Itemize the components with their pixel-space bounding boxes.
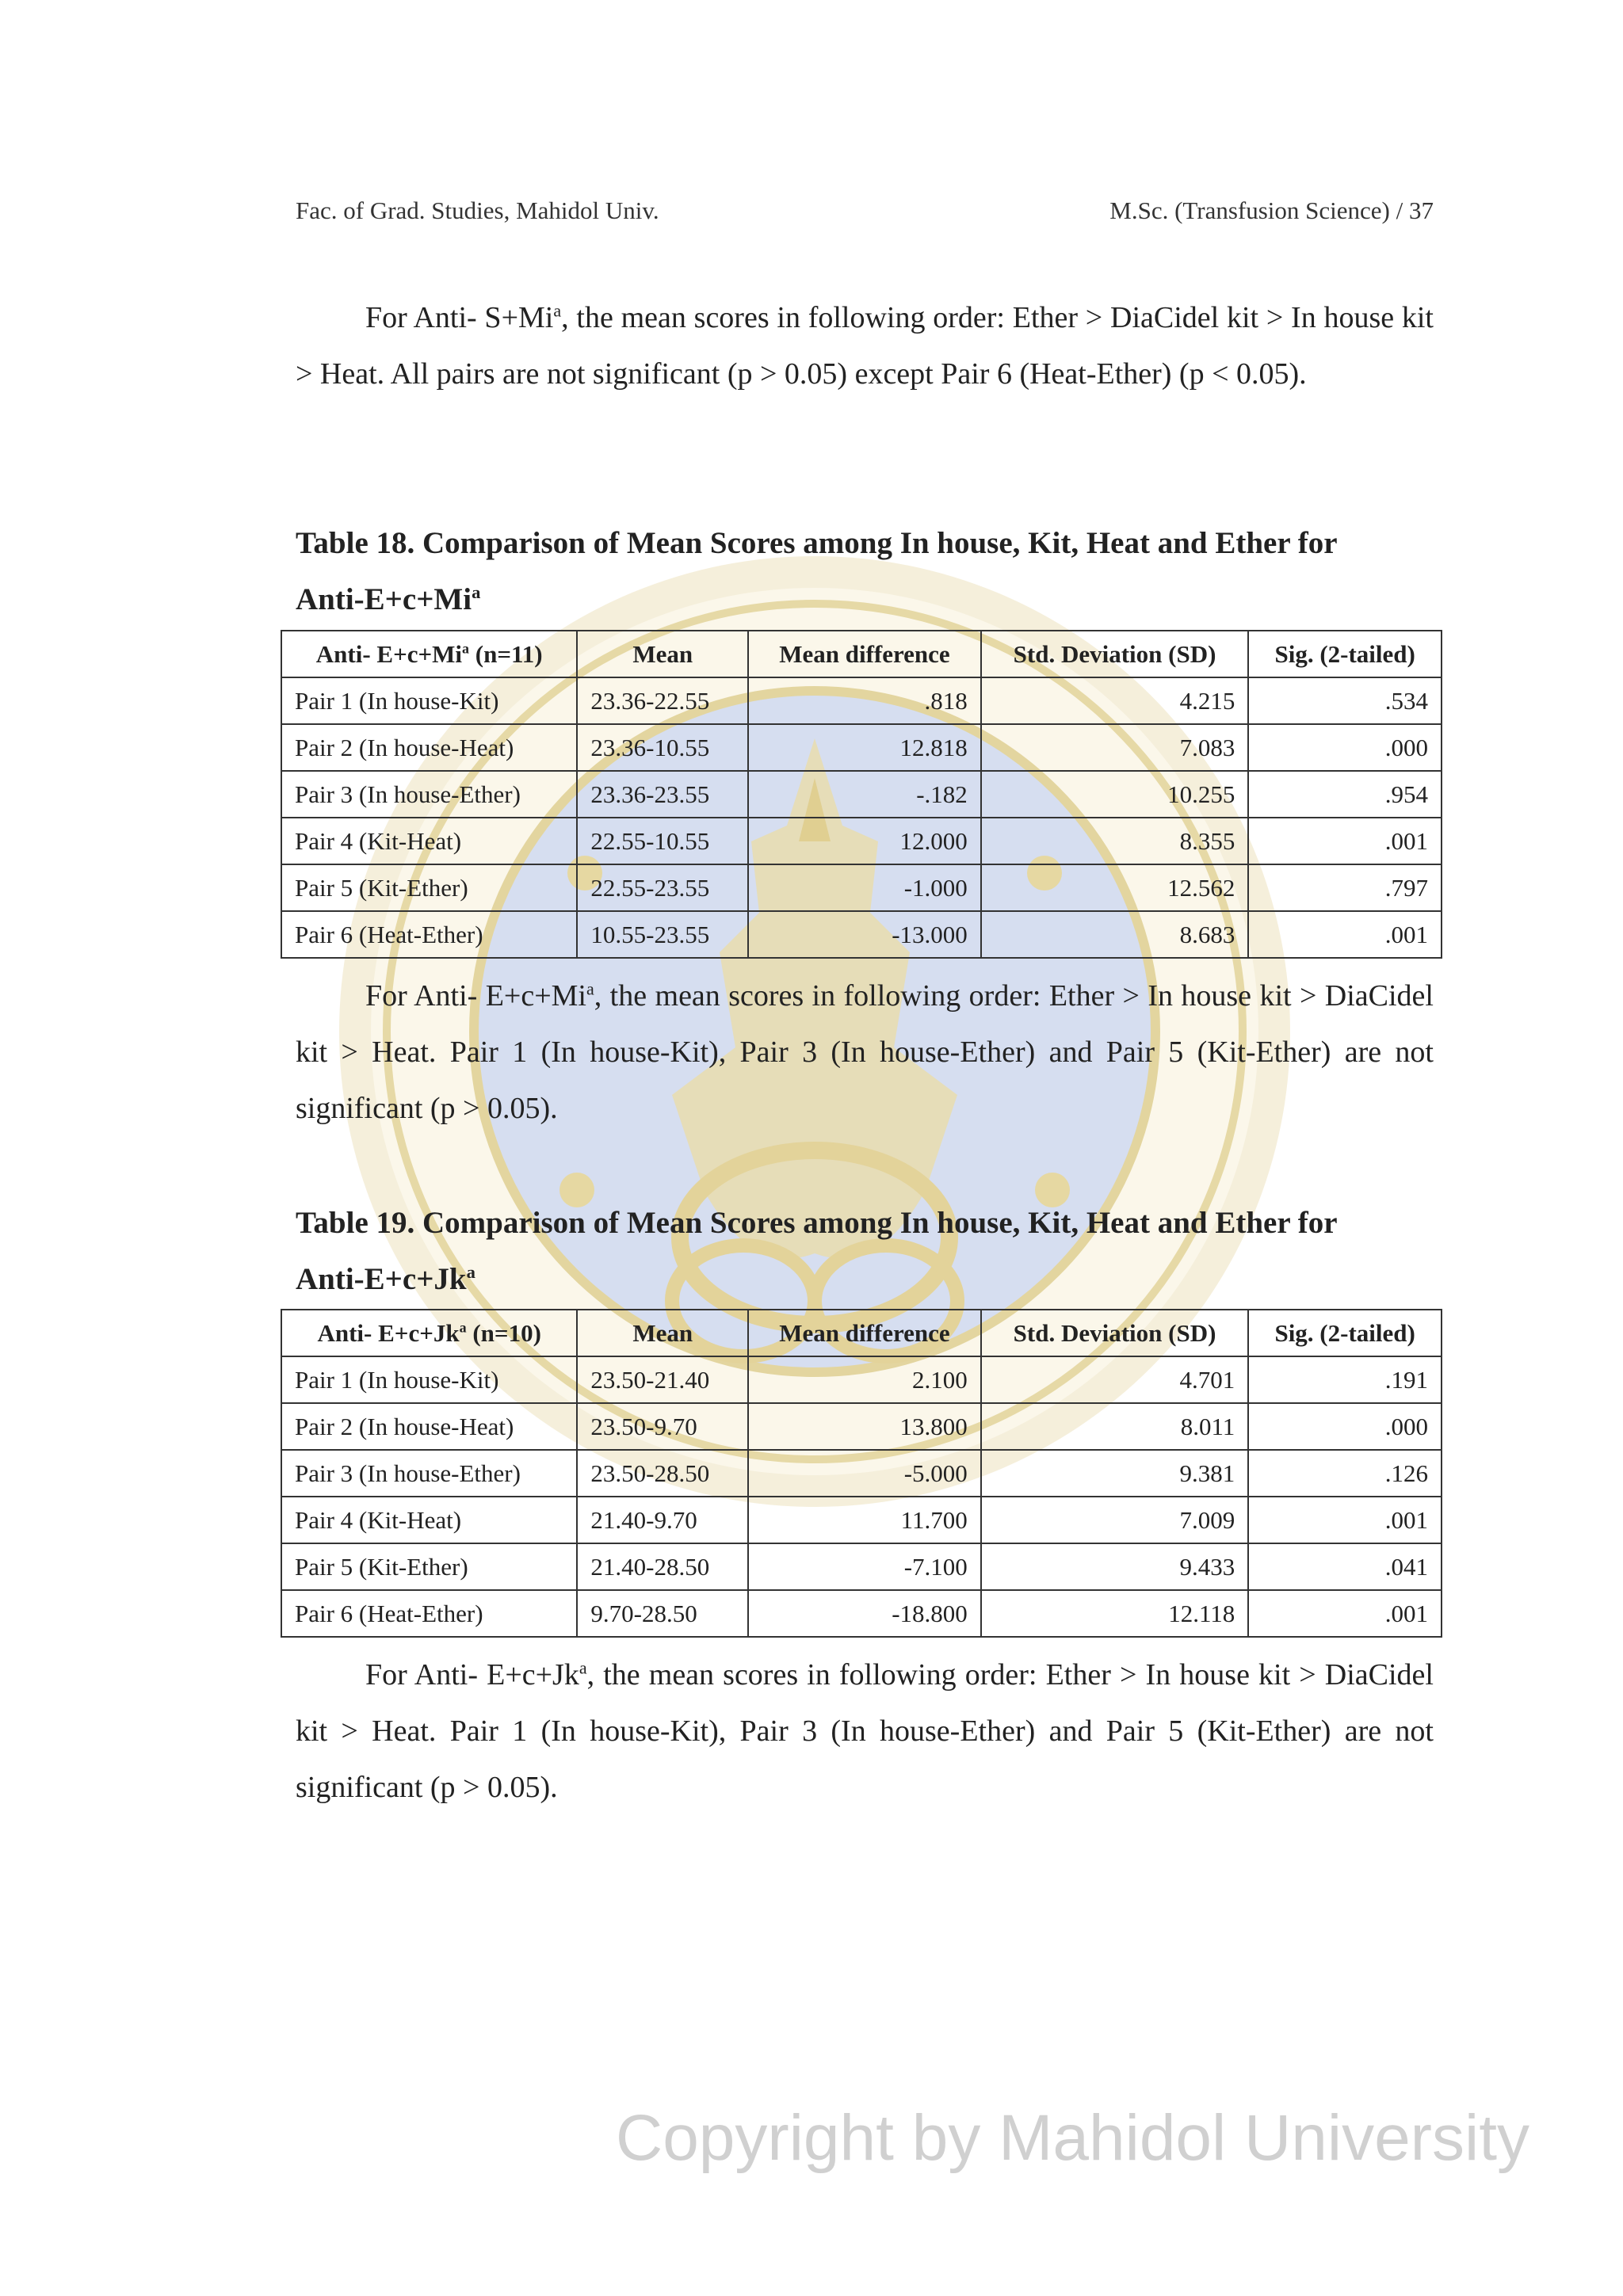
mean-cell: 23.36-22.55 [577, 677, 748, 724]
paragraph-anti-e-c-jk: For Anti- $E+c+Jk^a$, the mean scores in following order: Ether > In house kit > DiaCidel kit > Heat. Pair 1 (In house-Kit), Pair 3 (In house-Ether) and Pair 5 (Kit-Ether) are not significant (p > 0.05). [296, 1657, 1434, 1804]
column-header: Sig. (2-tailed) [1248, 1310, 1442, 1356]
std-deviation-cell: 9.381 [981, 1450, 1249, 1497]
std-deviation-cell: 12.118 [981, 1590, 1249, 1637]
table-19-caption: Table 19. Comparison of Mean Scores among In house, Kit, Heat and Ether for Anti-$E+c+Jk^a$ [296, 1206, 1338, 1296]
std-deviation-cell: 8.011 [981, 1403, 1249, 1450]
running-head-right: M.Sc. (Transfusion Science) / 37 [1109, 196, 1434, 224]
mean-difference-cell: 2.100 [748, 1356, 981, 1403]
table-row [281, 818, 1442, 864]
mean-difference-cell: .818 [748, 677, 981, 724]
significance-cell: .954 [1248, 771, 1442, 818]
table-row [281, 677, 1442, 724]
table-row [281, 1403, 1442, 1450]
significance-cell: .001 [1248, 818, 1442, 864]
pair-label: Pair 6 (Heat-Ether) [281, 911, 577, 958]
table-19 [281, 1309, 1442, 1638]
pair-label: Pair 6 (Heat-Ether) [281, 1590, 577, 1637]
column-header: Std. Deviation (SD) [981, 1310, 1249, 1356]
pair-label: Pair 4 (Kit-Heat) [281, 818, 577, 864]
significance-cell: .126 [1248, 1450, 1442, 1497]
mean-difference-cell: -.182 [748, 771, 981, 818]
std-deviation-cell: 12.562 [981, 864, 1249, 911]
copyright-watermark: Copyright by Mahidol University [615, 2102, 1529, 2174]
mean-difference-cell: -18.800 [748, 1590, 981, 1637]
column-header: Mean difference [748, 1310, 981, 1356]
mean-cell: 9.70-28.50 [577, 1590, 748, 1637]
mean-cell: 10.55-23.55 [577, 911, 748, 958]
mean-cell: 22.55-10.55 [577, 818, 748, 864]
std-deviation-cell: 10.255 [981, 771, 1249, 818]
mean-cell: 21.40-9.70 [577, 1497, 748, 1543]
paragraph-anti-s-mi: For Anti- $S+Mi^a$, the mean scores in following order: Ether > DiaCidel kit > In house kit > Heat. All pairs are not significant (p > 0.05) except Pair 6 (Heat-Ether) (p < 0.05). [296, 300, 1434, 391]
pair-label: Pair 3 (In house-Ether) [281, 771, 577, 818]
column-header: Mean [577, 1310, 748, 1356]
pair-label: Pair 1 (In house-Kit) [281, 1356, 577, 1403]
table-row [281, 911, 1442, 958]
std-deviation-cell: 4.701 [981, 1356, 1249, 1403]
table-row [281, 1590, 1442, 1637]
mean-cell: 23.36-23.55 [577, 771, 748, 818]
running-head-left: Fac. of Grad. Studies, Mahidol Univ. [296, 196, 659, 224]
table-header-row [281, 631, 1442, 677]
table-row [281, 1543, 1442, 1590]
significance-cell: .001 [1248, 1590, 1442, 1637]
pair-label: Pair 5 (Kit-Ether) [281, 864, 577, 911]
paragraph-anti-e-c-mi: For Anti- $E+c+Mi^a$, the mean scores in following order: Ether > In house kit > DiaCidel kit > Heat. Pair 1 (In house-Kit), Pair 3 (In house-Ether) and Pair 5 (Kit-Ether) are not significant (p > 0.05). [296, 978, 1434, 1125]
mean-difference-cell: -7.100 [748, 1543, 981, 1590]
significance-cell: .534 [1248, 677, 1442, 724]
pair-label: Pair 2 (In house-Heat) [281, 724, 577, 771]
mean-cell: 23.50-21.40 [577, 1356, 748, 1403]
mean-cell: 23.50-28.50 [577, 1450, 748, 1497]
mean-cell: 22.55-23.55 [577, 864, 748, 911]
std-deviation-cell: 8.355 [981, 818, 1249, 864]
std-deviation-cell: 8.683 [981, 911, 1249, 958]
pair-label: Pair 4 (Kit-Heat) [281, 1497, 577, 1543]
table-row [281, 771, 1442, 818]
table-row [281, 1356, 1442, 1403]
mean-difference-cell: 12.000 [748, 818, 981, 864]
significance-cell: .001 [1248, 1497, 1442, 1543]
significance-cell: .797 [1248, 864, 1442, 911]
significance-cell: .041 [1248, 1543, 1442, 1590]
column-header: Std. Deviation (SD) [981, 631, 1249, 677]
table-row [281, 1450, 1442, 1497]
table-row [281, 724, 1442, 771]
significance-cell: .000 [1248, 724, 1442, 771]
significance-cell: .001 [1248, 911, 1442, 958]
column-header-group: Anti- $E+c+Jk^a$ (n=10) [281, 1310, 577, 1356]
table-header-row [281, 1310, 1442, 1356]
mean-difference-cell: 11.700 [748, 1497, 981, 1543]
table-18 [281, 630, 1442, 959]
significance-cell: .000 [1248, 1403, 1442, 1450]
significance-cell: .191 [1248, 1356, 1442, 1403]
table-18-caption: Table 18. Comparison of Mean Scores among In house, Kit, Heat and Ether for Anti-$E+c+Mi^a$ [296, 526, 1338, 616]
mean-cell: 23.50-9.70 [577, 1403, 748, 1450]
mean-difference-cell: 13.800 [748, 1403, 981, 1450]
std-deviation-cell: 7.009 [981, 1497, 1249, 1543]
table-row [281, 1497, 1442, 1543]
pair-label: Pair 5 (Kit-Ether) [281, 1543, 577, 1590]
std-deviation-cell: 9.433 [981, 1543, 1249, 1590]
table-row [281, 864, 1442, 911]
pair-label: Pair 1 (In house-Kit) [281, 677, 577, 724]
std-deviation-cell: 7.083 [981, 724, 1249, 771]
pair-label: Pair 2 (In house-Heat) [281, 1403, 577, 1450]
mean-difference-cell: -5.000 [748, 1450, 981, 1497]
column-header: Mean difference [748, 631, 981, 677]
column-header: Mean [577, 631, 748, 677]
std-deviation-cell: 4.215 [981, 677, 1249, 724]
mean-cell: 23.36-10.55 [577, 724, 748, 771]
mean-difference-cell: 12.818 [748, 724, 981, 771]
mean-cell: 21.40-28.50 [577, 1543, 748, 1590]
column-header: Sig. (2-tailed) [1248, 631, 1442, 677]
mean-difference-cell: -13.000 [748, 911, 981, 958]
pair-label: Pair 3 (In house-Ether) [281, 1450, 577, 1497]
mean-difference-cell: -1.000 [748, 864, 981, 911]
column-header-group: Anti- $E+c+Mi^a$ (n=11) [281, 631, 577, 677]
